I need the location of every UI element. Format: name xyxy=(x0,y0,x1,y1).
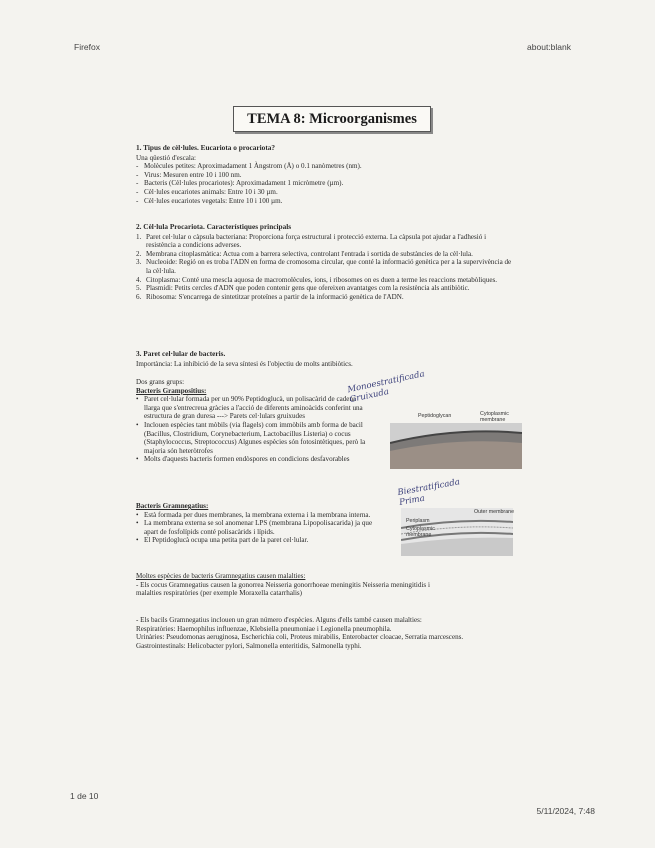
gramnegative-heading: Bacteris Gramnegatius: xyxy=(136,502,209,510)
list-item: - Bacteris (Cèl·lules procariotes): Aproximadament 1 micròmetre (µm). xyxy=(136,179,516,188)
section-1-heading: 1. Tipus de cèl·lules. Eucariota o procariota? xyxy=(136,143,276,152)
grampositive-heading: Bacteris Grampositius: xyxy=(136,386,207,395)
figure-2-label: Periplasm xyxy=(406,518,430,524)
list-item: 2. Membrana citoplasmàtica: Actua com a barrera selectiva, controlant l'entrada i sortida de substàncies de la cèl·lula. xyxy=(136,250,516,259)
handwritten-note: Monoestratificada Gruixuda xyxy=(346,369,426,406)
gastro-text: Gastrointestinals: Helicobacter pylori, Salmonella enteritidis, Salmonella typhi. xyxy=(136,641,362,650)
urinary-text: Urinàries: Pseudomonas aeruginosa, Escherichia coli, Proteus mirabilis, Enterobacter cloacae, Serratia marcescens. xyxy=(136,633,464,642)
respiratory-text: Respiratòries: Haemophilus influenzae, Klebsiella pneumoniae i Legionella pneumophila. xyxy=(136,624,392,633)
section-cell-types xyxy=(136,144,516,205)
list-item: 3. Nucleoide: Regió on es troba l'ADN en forma de cromosoma circular, que conté la informació genètica per a la supervivència de la cèl·lula. xyxy=(136,258,516,275)
browser-name: Firefox xyxy=(74,42,100,52)
list-item: - Virus: Mesuren entre 10 i 100 nm. xyxy=(136,171,516,180)
diseases-heading: Moltes espècies de bacteris Gramnegatius causen malalties: xyxy=(136,572,306,580)
list-item: • Paret cel·lular formada per un 90% Peptidoglucà, un polisacàrid de cadena llarga que s'entrecreua gràcies a l'acció de diferents aminoàcids conferint una estructura de gran duresa ---> Parets cel·lulars gruixudes xyxy=(136,395,371,421)
list-item: - Molècules petites: Aproximadament 1 Àngstrom (Å) o 0.1 nanòmetres (nm). xyxy=(136,162,516,171)
page-counter: 1 de 10 xyxy=(70,791,99,801)
cocci-text: - Els cocus Gramnegatius causen la gonorrea Neisseria gonorrhoeae meningitis Neisseria meningitidis i malalties respiratòries (per exemple Moraxella catarrhalis) xyxy=(136,580,430,598)
figure-2-label: Cytoplasmic membrane xyxy=(406,526,435,538)
list-item: 6. Ribosoma: S'encarrega de sintetitzar proteïnes a partir de la informació genètica de l'ADN. xyxy=(136,293,516,302)
importance-text: Importància: La inhibició de la seva síntesi és l'objectiu de molts antibiòtics. xyxy=(136,359,353,368)
bacilli-block xyxy=(136,616,516,650)
section-1-intro: Una qüestió d'escala: xyxy=(136,153,196,162)
print-datetime: 5/11/2024, 7:48 xyxy=(536,806,595,816)
page-url: about:blank xyxy=(527,42,571,52)
list-item: • La membrana externa se sol anomenar LPS (membrana Lipopolisacarida) ja que apart de fosfolípids conté polisacàrids i lípids. xyxy=(136,519,386,536)
list-item: • Està formada per dues membranes, la membrana externa i la membrana interna. xyxy=(136,511,386,520)
list-item: - Cèl·lules eucariotes vegetals: Entre 10 i 100 µm. xyxy=(136,197,516,206)
bacilli-text: - Els bacils Gramnegatius inclouen un gran número d'espècies. Alguns d'ells també causen malalties: xyxy=(136,616,422,624)
figure-1-label: Cytoplasmic membrane xyxy=(480,411,509,423)
document-title: TEMA 8: Microorganismes xyxy=(233,106,431,132)
handwritten-note: Biestratificada Prima xyxy=(396,477,461,508)
section-prokaryote xyxy=(136,223,516,301)
list-item: 1. Paret cel·lular o càpsula bacteriana: Proporciona força estructural i protecció externa. La càpsula pot ajudar a l'adhesió i resistència a condicions adverses. xyxy=(136,233,516,250)
list-item: • Molts d'aquests bacteris formen endòspores en condicions desfavorables xyxy=(136,455,371,464)
section-cell-wall xyxy=(136,350,516,368)
list-item: • Inclouen espècies tant mòbils (via flagels) com immòbils amb forma de bacil (Bacillus, Clostridium, Corynebacterium, Lactobacillus Listeria) o cocus (Staphylococcus, Streptococcus) Algunes espècies són fotosintètiques, però la majoria són heteròtrofes xyxy=(136,421,371,455)
list-item: - Cèl·lules eucariotes animals: Entre 10 i 30 µm. xyxy=(136,188,516,197)
groups-label: Dos grans grups: xyxy=(136,378,185,386)
figure-1-label: Peptidoglycan xyxy=(418,413,452,419)
diseases-block xyxy=(136,572,446,598)
gramnegative-block xyxy=(136,502,386,545)
list-item: 5. Plasmidi: Petits cercles d'ADN que poden contenir gens que ofereixen avantatges com la resistència als antibiòtic. xyxy=(136,284,516,293)
figure-2-label: Outer membrane xyxy=(474,509,515,515)
grampositive-block xyxy=(136,378,371,464)
section-3-heading: 3. Paret cel·lular de bacteris. xyxy=(136,349,226,358)
list-item: 4. Citoplasma: Conté una mescla aquosa de macromolècules, ions, i ribosomes on es duen a terme les reaccions metabòliques. xyxy=(136,276,516,285)
list-item: • El Peptidoglucà ocupa una petita part de la paret cel·lular. xyxy=(136,536,386,545)
document-page xyxy=(108,78,554,688)
section-2-heading: 2. Cèl·lula Procariota. Característiques principals xyxy=(136,222,292,231)
